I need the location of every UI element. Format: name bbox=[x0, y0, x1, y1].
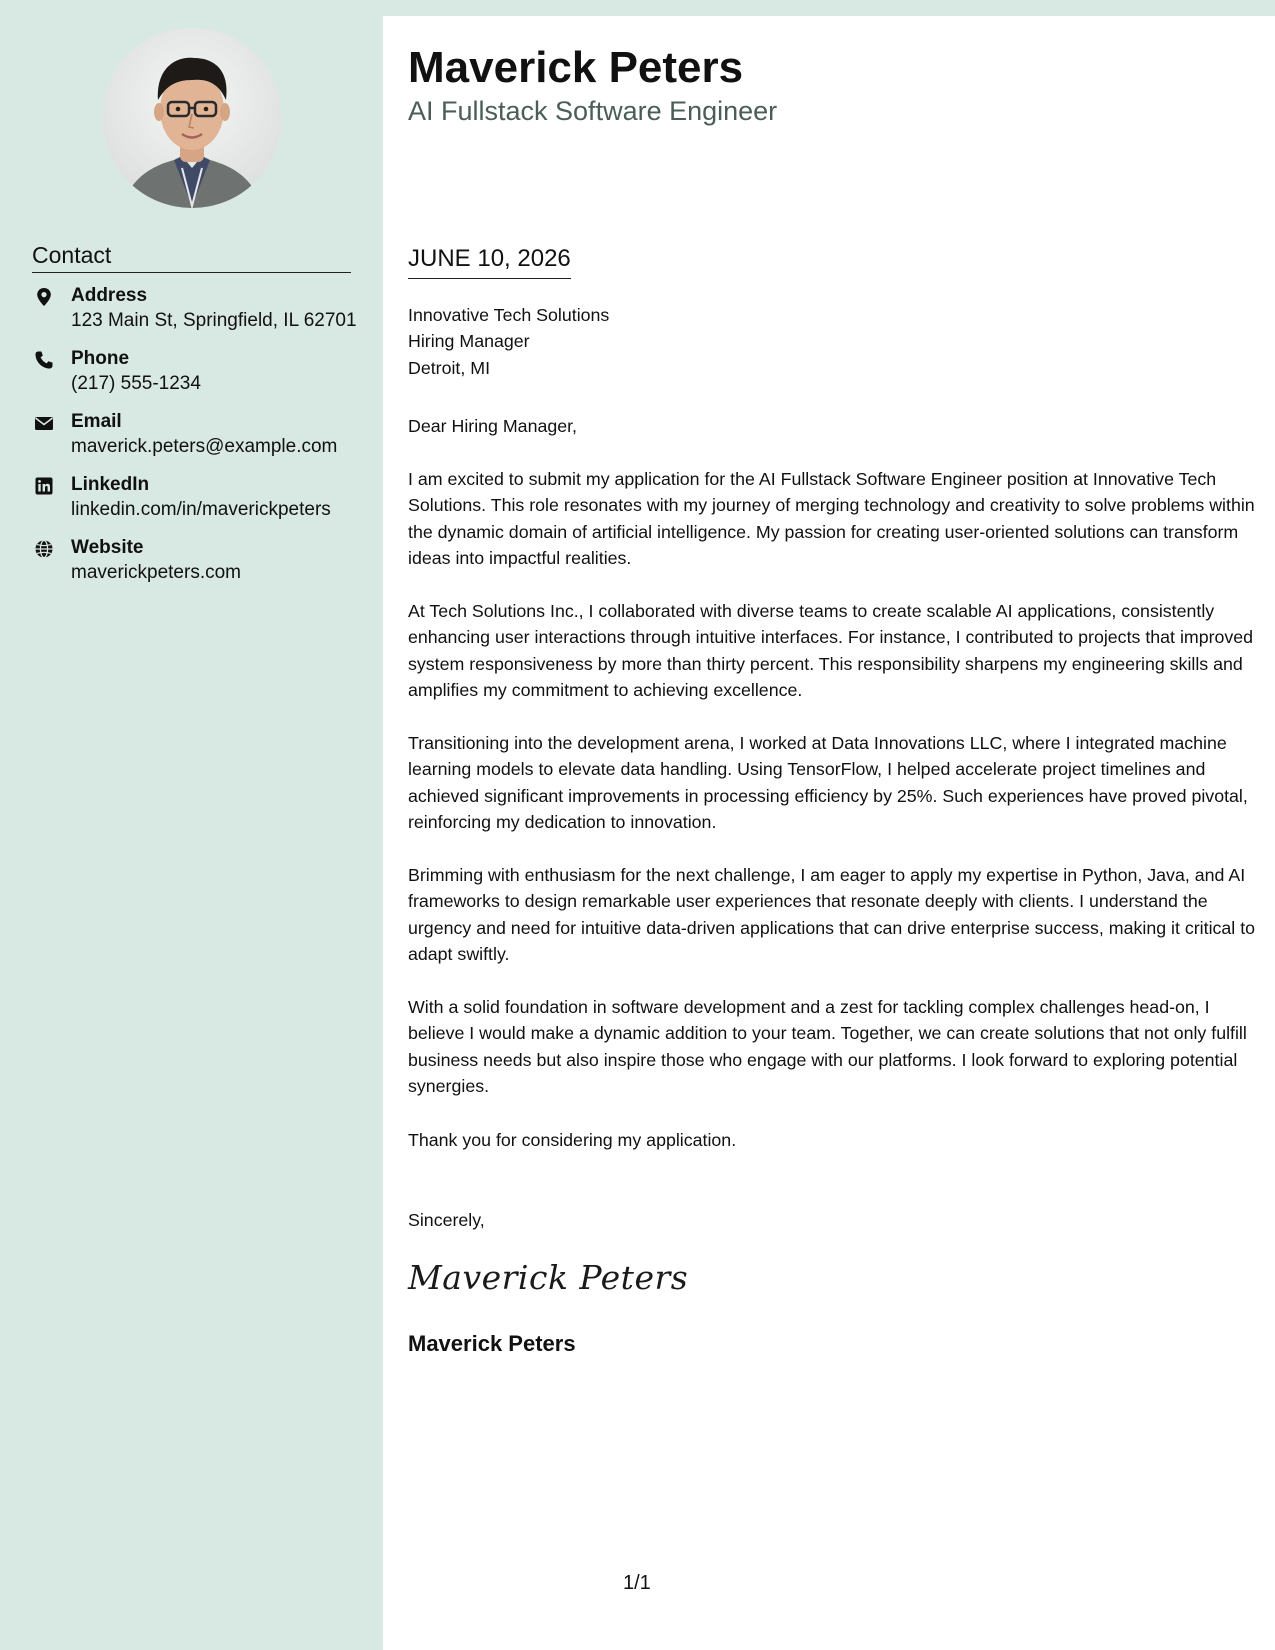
contact-label: Phone bbox=[71, 348, 130, 369]
phone-value: (217) 555-1234 bbox=[71, 373, 201, 394]
linkedin-value[interactable]: linkedin.com/in/maverickpeters bbox=[71, 499, 331, 520]
greeting: Dear Hiring Manager, bbox=[408, 416, 577, 436]
paragraph: Transitioning into the development arena, I worked at Data Innovations LLC, where I integrated machine learning models to elevate data handling. Using TensorFlow, I helped accelerate project timelines and achieved significant improvements in processing efficiency by 25%. Such experiences have proved pivotal, reinforcing my dedication to innovation. bbox=[408, 733, 1248, 832]
email-value[interactable]: maverick.peters@example.com bbox=[71, 436, 338, 457]
letter-panel bbox=[383, 16, 1275, 1650]
sidebar bbox=[0, 0, 383, 1650]
thanks-line: Thank you for considering my application. bbox=[408, 1130, 737, 1150]
letter-date: JUNE 10, 2026 bbox=[408, 244, 571, 279]
profile-photo bbox=[102, 28, 282, 208]
map-pin-icon bbox=[34, 287, 54, 307]
linkedin-icon bbox=[34, 476, 54, 496]
contact-list bbox=[32, 284, 372, 599]
portrait-photo-icon bbox=[102, 28, 282, 208]
contact-item-email bbox=[32, 410, 372, 473]
closing: Sincerely, bbox=[408, 1210, 485, 1230]
phone-icon bbox=[34, 350, 54, 370]
paragraph: With a solid foundation in software development and a zest for tackling complex challenges head-on, I believe I would make a dynamic addition to your team. Together, we can create solutions that not only fulfill business needs but also inspire those who engage with our platforms. I look forward to exploring potential synergies. bbox=[408, 997, 1247, 1096]
globe-icon bbox=[34, 539, 54, 559]
address-value: 123 Main St, Springfield, IL 62701 bbox=[71, 310, 357, 331]
contact-label: LinkedIn bbox=[71, 474, 150, 495]
paragraph: Brimming with enthusiasm for the next challenge, I am eager to apply my expertise in Python, Java, and AI frameworks to design remarkable user experiences that resonate deeply with clients. I understand the urgency and need for intuitive data-driven applications that can drive enterprise success, making it critical to adapt swiftly. bbox=[408, 865, 1256, 964]
signed-name: Maverick Peters bbox=[408, 1331, 576, 1356]
website-value[interactable]: maverickpeters.com bbox=[71, 562, 241, 583]
paragraph: I am excited to submit my application for the AI Fullstack Software Engineer position at Innovative Tech Solutions. This role resonates with my journey of merging technology and creativity to solve problems within the dynamic domain of artificial intelligence. My passion for creating user-oriented solutions can transform ideas into impactful realities. bbox=[408, 469, 1255, 568]
contact-label: Website bbox=[71, 537, 144, 558]
job-title: AI Fullstack Software Engineer bbox=[408, 96, 778, 126]
contact-item-linkedin bbox=[32, 473, 372, 536]
recipient-company: Innovative Tech Solutions bbox=[408, 305, 610, 325]
page-number: 1/1 bbox=[623, 1572, 651, 1594]
recipient-block bbox=[408, 302, 1258, 381]
contact-item-phone bbox=[32, 347, 372, 410]
contact-item-website bbox=[32, 536, 372, 599]
contact-label: Email bbox=[71, 411, 122, 432]
envelope-icon bbox=[34, 413, 54, 433]
contact-item-address bbox=[32, 284, 372, 347]
paragraph: At Tech Solutions Inc., I collaborated with diverse teams to create scalable AI applications, consistently enhancing user interactions through intuitive interfaces. For instance, I contributed to projects that improved system responsiveness by more than thirty percent. This responsibility sharpens my engineering skills and amplifies my commitment to achieving excellence. bbox=[408, 601, 1254, 700]
recipient-role: Hiring Manager bbox=[408, 331, 530, 352]
applicant-name: Maverick Peters bbox=[408, 43, 744, 92]
contact-label: Address bbox=[71, 285, 148, 306]
recipient-location: Detroit, MI bbox=[408, 357, 491, 378]
handwritten-signature: Maverick Peters bbox=[408, 1258, 689, 1297]
contact-heading: Contact bbox=[32, 240, 351, 273]
